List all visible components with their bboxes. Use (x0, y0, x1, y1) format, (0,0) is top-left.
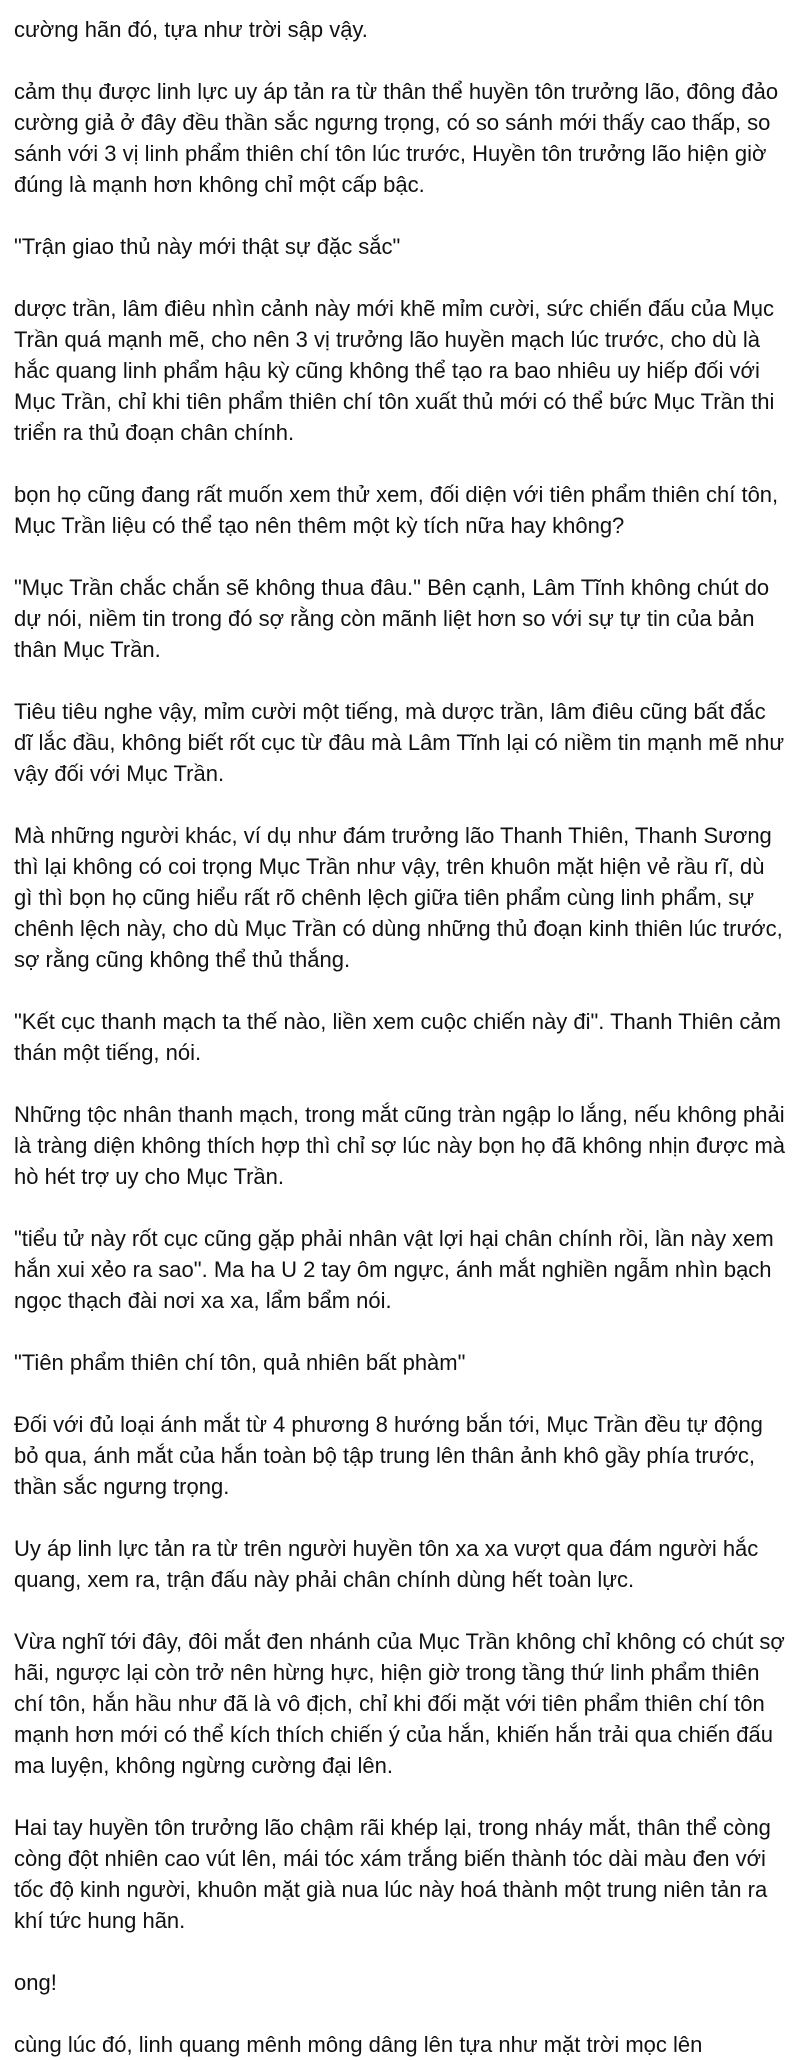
paragraph: "tiểu tử này rốt cục cũng gặp phải nhân vật lợi hại chân chính rồi, lần này xem hắn xui xẻo ra sao". Ma ha U 2 tay ôm ngực, ánh mắt nghiền ngẫm nhìn bạch ngọc thạch đài nơi xa xa, lẩm bẩm nói. (14, 1226, 774, 1313)
paragraph: "Kết cục thanh mạch ta thế nào, liền xem cuộc chiến này đi". Thanh Thiên cảm thán một tiếng, nói. (14, 1009, 781, 1065)
paragraph: ong! (14, 1970, 57, 1995)
paragraph: Vừa nghĩ tới đây, đôi mắt đen nhánh của Mục Trần không chỉ không có chút sợ hãi, ngược lại còn trở nên hừng hực, hiện giờ trong tầng thứ linh phẩm thiên chí tôn, hắn hầu như đã là vô địch, chỉ khi đối mặt với tiên phẩm thiên chí tôn mạnh hơn mới có thể kích thích chiến ý của hắn, khiến hắn trải qua chiến đấu ma luyện, không ngừng cường đại lên. (14, 1629, 785, 1778)
paragraph: "Mục Trần chắc chắn sẽ không thua đâu." Bên cạnh, Lâm Tĩnh không chút do dự nói, niềm tin trong đó sợ rằng còn mãnh liệt hơn so với sự tự tin của bản thân Mục Trần. (14, 575, 770, 662)
paragraph: cùng lúc đó, linh quang mênh mông dâng lên tựa như mặt trời mọc lên (14, 2032, 703, 2057)
paragraph: "Tiên phẩm thiên chí tôn, quả nhiên bất phàm" (14, 1350, 466, 1375)
paragraph: Tiêu tiêu nghe vậy, mỉm cười một tiếng, mà dược trần, lâm điêu cũng bất đắc dĩ lắc đầu, không biết rốt cục từ đâu mà Lâm Tĩnh lại có niềm tin mạnh mẽ như vậy đối với Mục Trần. (14, 699, 785, 786)
paragraph: cảm thụ được linh lực uy áp tản ra từ thân thể huyền tôn trưởng lão, đông đảo cường giả ở đây đều thần sắc ngưng trọng, có so sánh mới thấy cao thấp, so sánh với 3 vị linh phẩm thiên chí tôn lúc trước, Huyền tôn trưởng lão hiện giờ đúng là mạnh hơn không chỉ một cấp bậc. (14, 79, 779, 197)
paragraph: dược trần, lâm điêu nhìn cảnh này mới khẽ mỉm cười, sức chiến đấu của Mục Trần quá mạnh mẽ, cho nên 3 vị trưởng lão huyền mạch lúc trước, cho dù là hắc quang linh phẩm hậu kỳ cũng không thể tạo ra bao nhiêu uy hiếp đối với Mục Trần, chỉ khi tiên phẩm thiên chí tôn xuất thủ mới có thể bức Mục Trần thi triển ra thủ đoạn chân chính. (14, 296, 775, 445)
paragraph: Những tộc nhân thanh mạch, trong mắt cũng tràn ngập lo lắng, nếu không phải là tràng diện không thích hợp thì chỉ sợ lúc này bọn họ đã không nhịn được mà hò hét trợ uy cho Mục Trần. (14, 1102, 786, 1189)
paragraph: Uy áp linh lực tản ra từ trên người huyền tôn xa xa vượt qua đám người hắc quang, xem ra, trận đấu này phải chân chính dùng hết toàn lực. (14, 1536, 759, 1592)
paragraph: bọn họ cũng đang rất muốn xem thử xem, đối diện với tiên phẩm thiên chí tôn, Mục Trần liệu có thể tạo nên thêm một kỳ tích nữa hay không? (14, 482, 779, 538)
paragraph: Mà những người khác, ví dụ như đám trưởng lão Thanh Thiên, Thanh Sương thì lại không có coi trọng Mục Trần như vậy, trên khuôn mặt hiện vẻ rầu rĩ, dù gì thì bọn họ cũng hiểu rất rõ chênh lệch giữa tiên phẩm cùng linh phẩm, sự chênh lệch này, cho dù Mục Trần có dùng những thủ đoạn kinh thiên lúc trước, sợ rằng cũng không thể thủ thắng. (14, 823, 783, 972)
paragraph: cường hãn đó, tựa như trời sập vậy. (14, 17, 368, 42)
paragraph: Hai tay huyền tôn trưởng lão chậm rãi khép lại, trong nháy mắt, thân thể còng còng đột nhiên cao vút lên, mái tóc xám trắng biến thành tóc dài màu đen với tốc độ kinh người, khuôn mặt già nua lúc này hoá thành một trung niên tản ra khí tức hung hãn. (14, 1815, 771, 1933)
paragraph: Đối với đủ loại ánh mắt từ 4 phương 8 hướng bắn tới, Mục Trần đều tự động bỏ qua, ánh mắt của hắn toàn bộ tập trung lên thân ảnh khô gầy phía trước, thần sắc ngưng trọng. (14, 1412, 763, 1499)
paragraph: "Trận giao thủ này mới thật sự đặc sắc" (14, 234, 401, 259)
